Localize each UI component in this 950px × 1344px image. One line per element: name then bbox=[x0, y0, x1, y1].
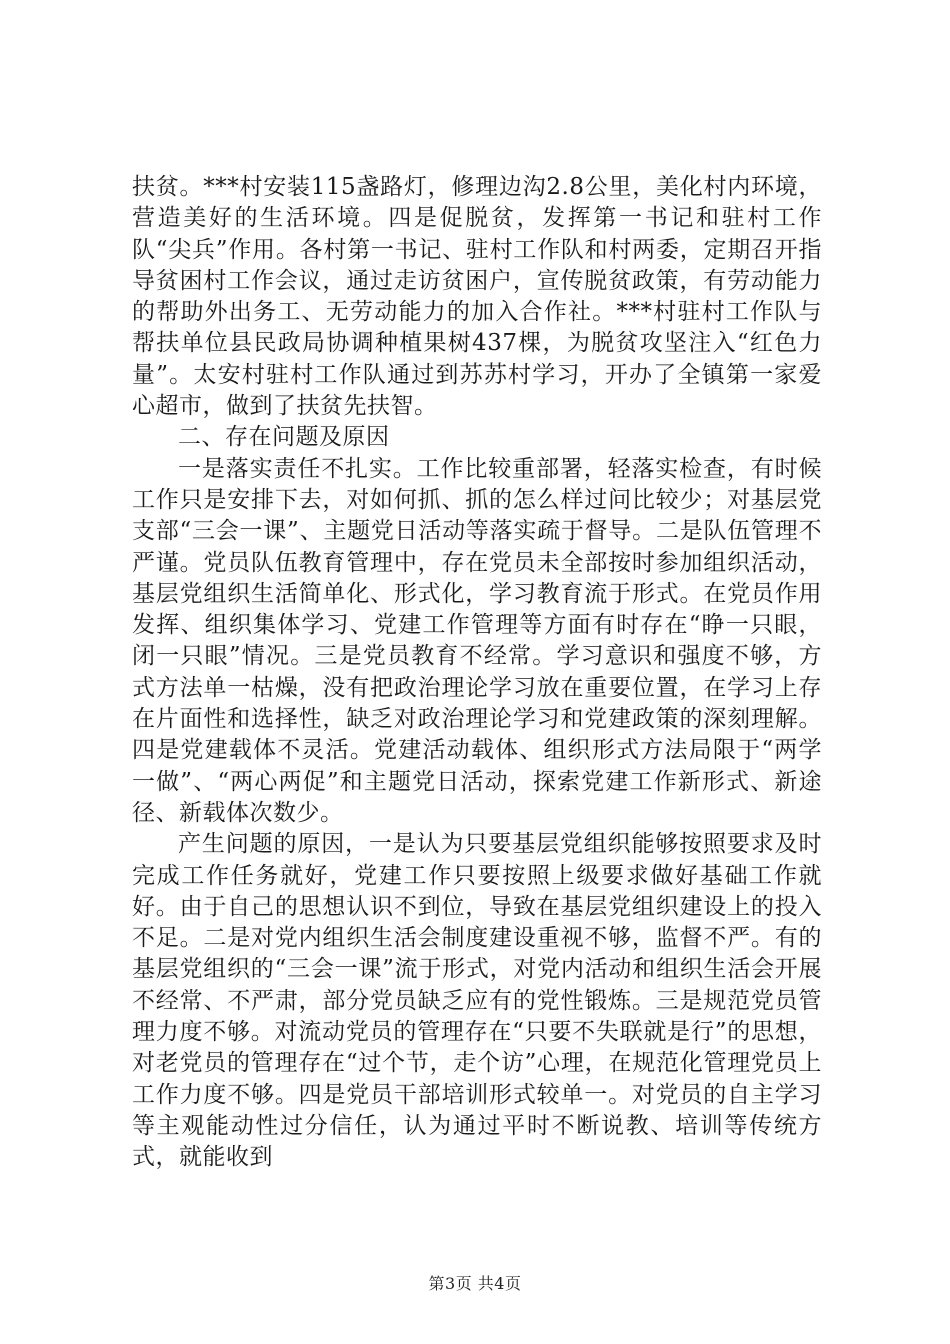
section-heading-problems-and-causes: 二、存在问题及原因 bbox=[178, 424, 390, 451]
page-number-footer: 第3页 共4页 bbox=[428, 1274, 522, 1293]
paragraph-problem-causes: 产生问题的原因，一是认为只要基层党组织能够按照要求及时完成工作任务就好，党建工作只要按照上级要求做好基础工作就好。由于自己的思想认识不到位，导致在基层党组织建设上的投入不足。二是对党内组织生活会制度建设重视不够，监督不严。有的基层党组织的“三会一课”流于形式，对党内活动和组织生活会开展不经常、不严肃，部分党员缺乏应有的党性锻炼。三是规范党员管理力度不够。对流动党员的管理存在“只要不失联就是行”的思想，对老党员的管理存在“过个节，走个访”心理，在规范化管理党员上工作力度不够。四是党员干部培训形式较单一。对党员的自主学习等主观能动性过分信任，认为通过平时不断说教、培训等传统方式，就能收到 bbox=[132, 831, 822, 1171]
paragraph-existing-problems: 一是落实责任不扎实。工作比较重部署，轻落实检查，有时候工作只是安排下去，对如何抓、抓的怎么样过问比较少；对基层党支部“三会一课”、主题党日活动等落实疏于督导。二是队伍管理不严谨。党员队伍教育管理中，存在党员未全部按时参加组织活动，基层党组织生活简单化、形式化，学习教育流于形式。在党员作用发挥、组织集体学习、党建工作管理等方面有时存在“睁一只眼，闭一只眼”情况。三是党员教育不经常。学习意识和强度不够，方式方法单一枯燥，没有把政治理论学习放在重要位置，在学习上存在片面性和选择性，缺乏对政治理论学习和党建政策的深刻理解。四是党建载体不灵活。党建活动载体、组织形式方法局限于“两学一做”、“两心两促”和主题党日活动，探索党建工作新形式、新途径、新载体次数少。 bbox=[132, 455, 822, 826]
document-body bbox=[132, 172, 822, 1174]
paragraph-poverty-relief-continuation: 扶贫。***村安装115盏路灯，修理边沟2.8公里，美化村内环境，营造美好的生活环境。四是促脱贫，发挥第一书记和驻村工作队“尖兵”作用。各村第一书记、驻村工作队和村两委，定期召开指导贫困村工作会议，通过走访贫困户，宣传脱贫政策，有劳动能力的帮助外出务工、无劳动能力的加入合作社。***村驻村工作队与帮扶单位县民政局协调种植果树437棵，为脱贫攻坚注入“红色力量”。太安村驻村工作队通过到苏苏村学习，开办了全镇第一家爱心超市，做到了扶贫先扶智。 bbox=[132, 174, 822, 420]
